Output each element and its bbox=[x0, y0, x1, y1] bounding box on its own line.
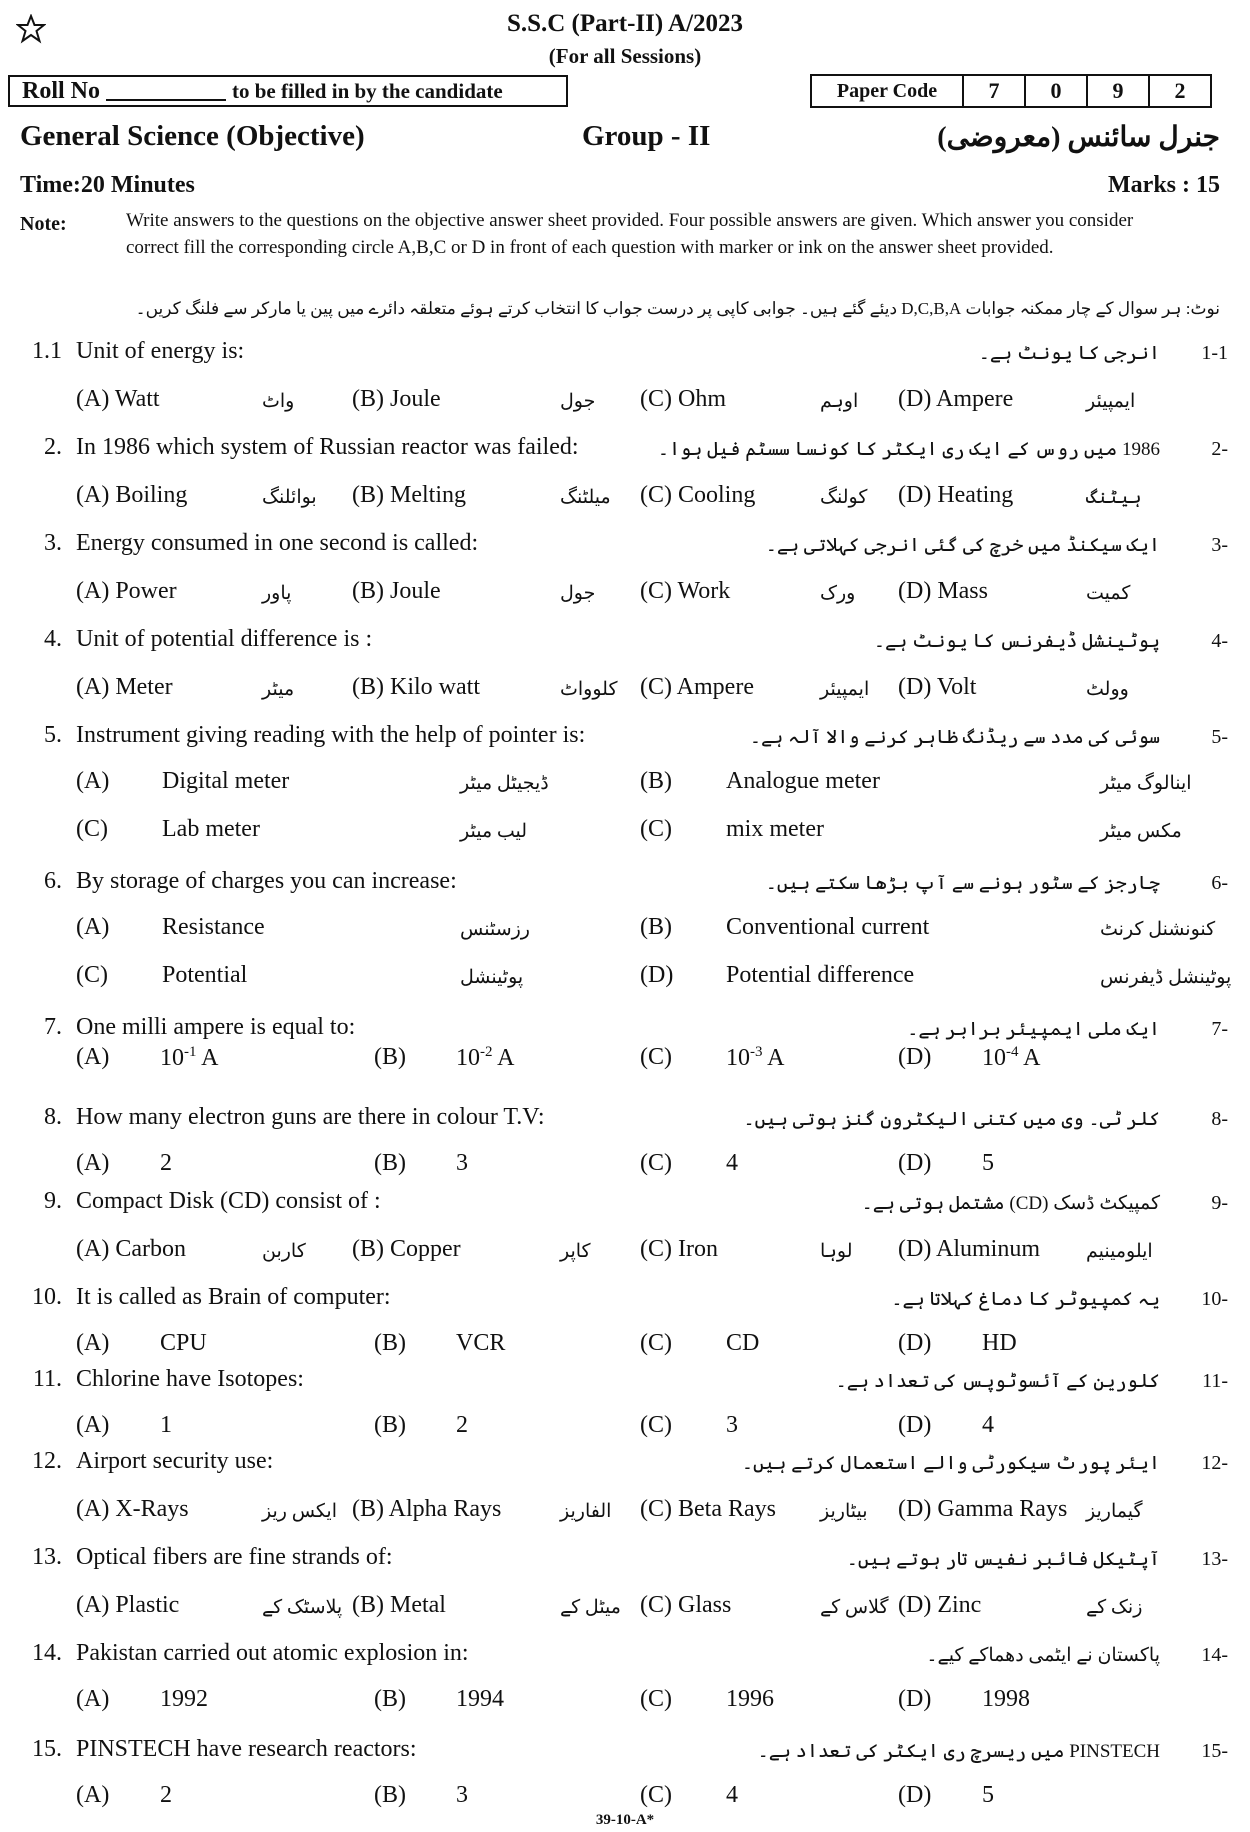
option-value: 1998 bbox=[982, 1686, 1030, 1712]
question-number: 3. bbox=[44, 530, 62, 556]
option-label: (B) Melting bbox=[352, 482, 466, 508]
option-value: HD bbox=[982, 1330, 1017, 1356]
option-label: (D) bbox=[898, 1330, 932, 1356]
option-value: 3 bbox=[456, 1782, 468, 1808]
option-text-urdu: میٹل کے bbox=[560, 1597, 621, 1618]
option-label: (B) Metal bbox=[352, 1592, 446, 1618]
question-number: 12. bbox=[32, 1448, 62, 1474]
question-item bbox=[0, 1544, 1250, 1640]
option-text-urdu: ایکس ریز bbox=[262, 1501, 337, 1522]
option-label: (A) X-Rays bbox=[76, 1496, 189, 1522]
note-label: Note: bbox=[20, 213, 67, 235]
option-label: (C) Iron bbox=[640, 1236, 718, 1262]
option-label: (B) bbox=[374, 1782, 406, 1808]
option-text-urdu: بوائلنگ bbox=[262, 487, 317, 508]
option-label: (C) Beta Rays bbox=[640, 1496, 776, 1522]
option-label: (B) bbox=[374, 1150, 406, 1176]
paper-code-digit: 9 bbox=[1088, 76, 1150, 106]
sessions-subtitle: (For all Sessions) bbox=[548, 44, 702, 68]
value-exponent: -1 bbox=[184, 1044, 197, 1060]
option-text-urdu: وولٹ bbox=[1086, 679, 1129, 700]
option-value: 2 bbox=[160, 1782, 172, 1808]
option-label: (C) bbox=[640, 1686, 672, 1712]
question-number: 6. bbox=[44, 868, 62, 894]
question-text-urdu: کلورین کے آئسوٹوپس کی تعداد ہے۔ bbox=[835, 1371, 1160, 1392]
option-value: 5 bbox=[982, 1150, 994, 1176]
option-label: (A) bbox=[76, 1686, 110, 1712]
option-label: (D) Aluminum bbox=[898, 1236, 1040, 1262]
option-label: (A) Power bbox=[76, 578, 177, 604]
question-text-urdu: پاکستان نے ایٹمی دھماکے کیے۔ bbox=[926, 1645, 1160, 1666]
value-unit: A bbox=[1018, 1045, 1041, 1071]
group-title: Group - II bbox=[582, 120, 711, 152]
option-value bbox=[726, 1044, 785, 1072]
option-label: (C) bbox=[76, 962, 108, 988]
option-text: Digital meter bbox=[162, 768, 290, 794]
option-text-urdu: بیٹاریز bbox=[820, 1501, 868, 1522]
option-value: 4 bbox=[726, 1150, 738, 1176]
value-base: 10 bbox=[456, 1045, 480, 1071]
option-label: (A) bbox=[76, 1782, 110, 1808]
option-value: 1992 bbox=[160, 1686, 208, 1712]
option-text-urdu: گلاس کے bbox=[820, 1597, 889, 1618]
question-text: Compact Disk (CD) consist of : bbox=[76, 1188, 381, 1214]
option-label: (A) bbox=[76, 914, 110, 940]
question-text: Instrument giving reading with the help of pointer is: bbox=[76, 722, 586, 748]
option-label: (A) bbox=[76, 1044, 110, 1070]
question-text: In 1986 which system of Russian reactor was failed: bbox=[76, 434, 579, 460]
option-label: (B) Copper bbox=[352, 1236, 461, 1262]
question-number-urdu: -5 bbox=[1211, 726, 1228, 748]
question-item bbox=[0, 1014, 1250, 1110]
value-unit: A bbox=[492, 1045, 515, 1071]
subject-title-urdu: جنرل سائنس (معروضی) bbox=[937, 122, 1220, 153]
option-text-urdu: ایمپیئر bbox=[820, 679, 870, 700]
question-item bbox=[0, 868, 1250, 988]
question-item bbox=[0, 338, 1250, 434]
question-text: Pakistan carried out atomic explosion in: bbox=[76, 1640, 469, 1666]
question-item bbox=[0, 434, 1250, 530]
question-text-urdu: ایک ملی ایمپیئر برابر ہے۔ bbox=[907, 1019, 1160, 1040]
question-number-urdu: -12 bbox=[1201, 1452, 1228, 1474]
option-text-urdu: پاور bbox=[262, 583, 292, 604]
value-base: 10 bbox=[160, 1045, 184, 1071]
question-item bbox=[0, 1640, 1250, 1736]
question-text-urdu: PINSTECH میں ریسرچ ری ایکٹر کی تعداد ہے۔ bbox=[757, 1741, 1160, 1762]
option-text-urdu: ورک bbox=[820, 583, 856, 604]
option-label: (D) Heating bbox=[898, 482, 1014, 508]
option-text: Resistance bbox=[162, 914, 265, 940]
question-text: Airport security use: bbox=[76, 1448, 274, 1474]
option-text-urdu: کاپر bbox=[560, 1241, 591, 1262]
time-limit: Time:20 Minutes bbox=[20, 172, 195, 198]
question-number: 5. bbox=[44, 722, 62, 748]
option-text-urdu: پوٹینشل ڈیفرنس bbox=[1100, 967, 1232, 988]
subject-title: General Science (Objective) bbox=[20, 120, 365, 152]
question-text: Unit of potential difference is : bbox=[76, 626, 373, 652]
option-value: 4 bbox=[726, 1782, 738, 1808]
paper-code-digit: 7 bbox=[964, 76, 1026, 106]
option-text: Potential bbox=[162, 962, 248, 988]
value-exponent: -4 bbox=[1006, 1044, 1019, 1060]
option-label: (A) Carbon bbox=[76, 1236, 186, 1262]
value-unit: A bbox=[196, 1045, 219, 1071]
option-label: (C) bbox=[76, 816, 108, 842]
roll-number-box bbox=[8, 75, 568, 107]
option-label: (C) bbox=[640, 816, 672, 842]
option-text-urdu: گیماریز bbox=[1086, 1501, 1143, 1522]
paper-code-box bbox=[810, 74, 1212, 108]
paper-code-digit: 2 bbox=[1174, 78, 1186, 103]
option-text-urdu: پوٹینشل bbox=[460, 967, 524, 988]
option-value: 4 bbox=[982, 1412, 994, 1438]
option-value bbox=[982, 1044, 1041, 1072]
option-label: (B) bbox=[640, 768, 672, 794]
option-label: (D) bbox=[898, 1686, 932, 1712]
option-text-urdu: جول bbox=[560, 583, 596, 604]
option-text-urdu: رزسٹنس bbox=[460, 919, 530, 940]
question-text: Optical fibers are fine strands of: bbox=[76, 1544, 393, 1570]
option-text-urdu: ڈیجیٹل میٹر bbox=[460, 773, 549, 794]
question-number: 15. bbox=[32, 1736, 62, 1762]
question-number-urdu: -4 bbox=[1211, 630, 1228, 652]
question-item bbox=[0, 626, 1250, 722]
option-label: (A) bbox=[76, 768, 110, 794]
option-label: (B) bbox=[374, 1330, 406, 1356]
option-label: (B) Kilo watt bbox=[352, 674, 480, 700]
option-label: (D) bbox=[898, 1044, 932, 1070]
option-label: (D) Volt bbox=[898, 674, 977, 700]
question-item bbox=[0, 722, 1250, 842]
question-text-urdu: آپٹیکل فائبر نفیس تار ہوتے ہیں۔ bbox=[846, 1549, 1160, 1570]
option-label: (C) bbox=[640, 1150, 672, 1176]
option-text-urdu: زنک کے bbox=[1086, 1597, 1143, 1618]
question-number: 10. bbox=[32, 1284, 62, 1310]
question-text: By storage of charges you can increase: bbox=[76, 868, 457, 894]
question-text-urdu: کمپیکٹ ڈسک (CD) مشتمل ہوتی ہے۔ bbox=[861, 1193, 1160, 1214]
question-text-urdu: کلر ٹی۔ وی میں کتنی الیکٹرون گنز ہوتی ہیں۔ bbox=[743, 1109, 1160, 1130]
option-label: (B) Joule bbox=[352, 386, 441, 412]
exam-title: S.S.C (Part-II) A/2023 bbox=[506, 10, 744, 37]
option-label: (D) Ampere bbox=[898, 386, 1014, 412]
option-text-urdu: میلٹنگ bbox=[560, 487, 611, 508]
option-label: (A) Meter bbox=[76, 674, 173, 700]
question-number: 11. bbox=[32, 1366, 62, 1392]
paper-code-digit: 0 bbox=[1026, 76, 1088, 106]
option-text-urdu: میٹر bbox=[262, 679, 295, 700]
option-label: (A) Boiling bbox=[76, 482, 188, 508]
question-text-urdu: چارجز کے سٹور ہونے سے آپ بڑھا سکتے ہیں۔ bbox=[765, 873, 1160, 894]
question-item bbox=[0, 1448, 1250, 1544]
question-number-urdu: -3 bbox=[1211, 534, 1228, 556]
option-label: (A) bbox=[76, 1412, 110, 1438]
value-base: 10 bbox=[982, 1045, 1006, 1071]
option-text-urdu: جول bbox=[560, 391, 596, 412]
option-text-urdu: مکس میٹر bbox=[1100, 821, 1182, 842]
question-text: It is called as Brain of computer: bbox=[76, 1284, 391, 1310]
option-text-urdu: لیب میٹر bbox=[460, 821, 528, 842]
question-number-urdu: -14 bbox=[1201, 1644, 1228, 1666]
question-number-urdu: -10 bbox=[1201, 1288, 1228, 1310]
option-text-urdu: کاربن bbox=[262, 1241, 306, 1262]
option-text: mix meter bbox=[726, 816, 824, 842]
question-number: 14. bbox=[32, 1640, 62, 1666]
option-label: (D) Zinc bbox=[898, 1592, 982, 1618]
question-number-urdu: -6 bbox=[1211, 872, 1228, 894]
option-label: (D) bbox=[640, 962, 674, 988]
option-value: 1 bbox=[160, 1412, 172, 1438]
option-label: (C) Glass bbox=[640, 1592, 732, 1618]
option-label: (D) Mass bbox=[898, 578, 988, 604]
option-label: (B) bbox=[640, 914, 672, 940]
option-text-urdu: لوہا bbox=[820, 1241, 853, 1262]
value-base: 10 bbox=[726, 1045, 750, 1071]
roll-label: Roll No bbox=[22, 77, 100, 104]
option-label: (B) bbox=[374, 1686, 406, 1712]
option-text-urdu: ایمپیئر bbox=[1086, 391, 1136, 412]
option-text: Potential difference bbox=[726, 962, 915, 988]
option-label: (D) bbox=[898, 1412, 932, 1438]
option-value: CPU bbox=[160, 1330, 207, 1356]
note-text-urdu: نوٹ: ہر سوال کے چار ممکنہ جوابات D,C,B,A دیئے گئے ہیں۔ جوابی کاپی پر درست جواب کا انتخاب کرتے ہوئے متعلقہ دائرے میں پین یا مارکر سے فلنگ کریں۔ bbox=[135, 299, 1220, 318]
question-text: PINSTECH have research reactors: bbox=[76, 1736, 417, 1762]
option-value: VCR bbox=[456, 1330, 506, 1356]
question-number: 9. bbox=[44, 1188, 62, 1214]
question-text: One milli ampere is equal to: bbox=[76, 1014, 356, 1040]
option-label: (C) bbox=[640, 1330, 672, 1356]
question-number: 13. bbox=[32, 1544, 62, 1570]
question-item bbox=[0, 1104, 1250, 1200]
option-text-urdu: اوہم bbox=[820, 391, 859, 412]
option-value bbox=[456, 1044, 515, 1072]
option-label: (B) bbox=[374, 1412, 406, 1438]
question-text-urdu: پوٹینشل ڈیفرنس کا یونٹ ہے۔ bbox=[873, 631, 1160, 652]
option-label: (A) Plastic bbox=[76, 1592, 180, 1618]
option-text-urdu: کلوواٹ bbox=[560, 679, 618, 700]
option-text-urdu: کولنگ bbox=[820, 487, 868, 508]
question-number-urdu: -2 bbox=[1211, 438, 1228, 460]
option-label: (C) Cooling bbox=[640, 482, 756, 508]
option-value: 5 bbox=[982, 1782, 994, 1808]
option-label: (D) bbox=[898, 1150, 932, 1176]
question-text: Unit of energy is: bbox=[76, 338, 245, 364]
option-label: (B) bbox=[374, 1044, 406, 1070]
option-value: 1996 bbox=[726, 1686, 774, 1712]
value-exponent: -3 bbox=[750, 1044, 763, 1060]
option-text: Conventional current bbox=[726, 914, 930, 940]
value-exponent: -2 bbox=[480, 1044, 493, 1060]
option-label: (A) bbox=[76, 1330, 110, 1356]
option-text-urdu: واٹ bbox=[262, 391, 295, 412]
option-value: 1994 bbox=[456, 1686, 504, 1712]
option-text-urdu: اینالوگ میٹر bbox=[1100, 773, 1192, 794]
question-number-urdu: -15 bbox=[1201, 1740, 1228, 1762]
option-label: (A) bbox=[76, 1150, 110, 1176]
question-number-urdu: 1-1 bbox=[1201, 342, 1228, 364]
question-text: How many electron guns are there in colour T.V: bbox=[76, 1104, 545, 1130]
question-number: 4. bbox=[44, 626, 62, 652]
option-text-urdu: ایلومینیم bbox=[1086, 1241, 1153, 1262]
option-value bbox=[160, 1044, 219, 1072]
question-text-urdu: سوئی کی مدد سے ریڈنگ ظاہر کرنے والا آلہ ہے۔ bbox=[749, 727, 1160, 748]
option-value: 2 bbox=[456, 1412, 468, 1438]
question-text-urdu: 1986 میں روس کے ایک ری ایکٹر کا کونسا سسٹم فیل ہوا۔ bbox=[657, 439, 1160, 460]
question-number-urdu: -9 bbox=[1211, 1192, 1228, 1214]
option-value: 3 bbox=[726, 1412, 738, 1438]
question-number: 1.1 bbox=[32, 338, 62, 364]
question-number: 8. bbox=[44, 1104, 62, 1130]
roll-number-field[interactable] bbox=[106, 81, 226, 101]
option-label: (B) Alpha Rays bbox=[352, 1496, 502, 1522]
option-label: (C) Ampere bbox=[640, 674, 754, 700]
question-text: Energy consumed in one second is called: bbox=[76, 530, 479, 556]
option-text-urdu: پلاسٹک کے bbox=[262, 1597, 343, 1618]
option-value: 3 bbox=[456, 1150, 468, 1176]
question-number-urdu: -11 bbox=[1202, 1370, 1228, 1392]
option-text-urdu: کنونشنل کرنٹ bbox=[1100, 919, 1216, 940]
option-label: (C) bbox=[640, 1782, 672, 1808]
question-text-urdu: یہ کمپیوٹر کا دماغ کہلاتا ہے۔ bbox=[891, 1289, 1160, 1310]
option-label: (B) Joule bbox=[352, 578, 441, 604]
option-label: (C) bbox=[640, 1412, 672, 1438]
option-value: CD bbox=[726, 1330, 760, 1356]
question-number: 7. bbox=[44, 1014, 62, 1040]
question-text-urdu: انرجی کا یونٹ ہے۔ bbox=[978, 343, 1160, 364]
question-item bbox=[0, 530, 1250, 626]
question-text: Chlorine have Isotopes: bbox=[76, 1366, 304, 1392]
option-value: 2 bbox=[160, 1150, 172, 1176]
question-number: 2. bbox=[44, 434, 62, 460]
option-text: Lab meter bbox=[162, 816, 260, 842]
option-label: (D) Gamma Rays bbox=[898, 1496, 1068, 1522]
roll-hint: to be filled in by the candidate bbox=[232, 78, 503, 103]
note-text: Write answers to the questions on the objective answer sheet provided. Four possible answers are given. Which answer you consider correct fill the corresponding circle A,B,C or D in front of each question with marker or ink on the answer sheet provided. bbox=[126, 210, 1134, 258]
total-marks: Marks : 15 bbox=[1108, 172, 1220, 198]
question-number-urdu: -7 bbox=[1211, 1018, 1228, 1040]
question-number-urdu: -8 bbox=[1211, 1108, 1228, 1130]
question-text-urdu: ایئر پورٹ سیکورٹی والے استعمال کرتے ہیں۔ bbox=[741, 1453, 1160, 1474]
option-label: (C) Ohm bbox=[640, 386, 726, 412]
option-label: (A) Watt bbox=[76, 386, 160, 412]
option-text-urdu: الفاریز bbox=[560, 1501, 612, 1522]
footer-code: 39-10-A* bbox=[595, 1812, 655, 1828]
option-label: (D) bbox=[898, 1782, 932, 1808]
option-text-urdu: کمیت bbox=[1086, 583, 1131, 604]
question-item bbox=[0, 1188, 1250, 1284]
paper-code-label: Paper Code bbox=[812, 76, 964, 106]
option-text-urdu: ہیٹنگ bbox=[1086, 487, 1142, 508]
option-label: (C) Work bbox=[640, 578, 731, 604]
option-text: Analogue meter bbox=[726, 768, 880, 794]
question-number-urdu: -13 bbox=[1201, 1548, 1228, 1570]
value-unit: A bbox=[762, 1045, 785, 1071]
question-text-urdu: ایک سیکنڈ میں خرچ کی گئی انرجی کہلاتی ہے۔ bbox=[765, 535, 1160, 556]
option-label: (C) bbox=[640, 1044, 672, 1070]
